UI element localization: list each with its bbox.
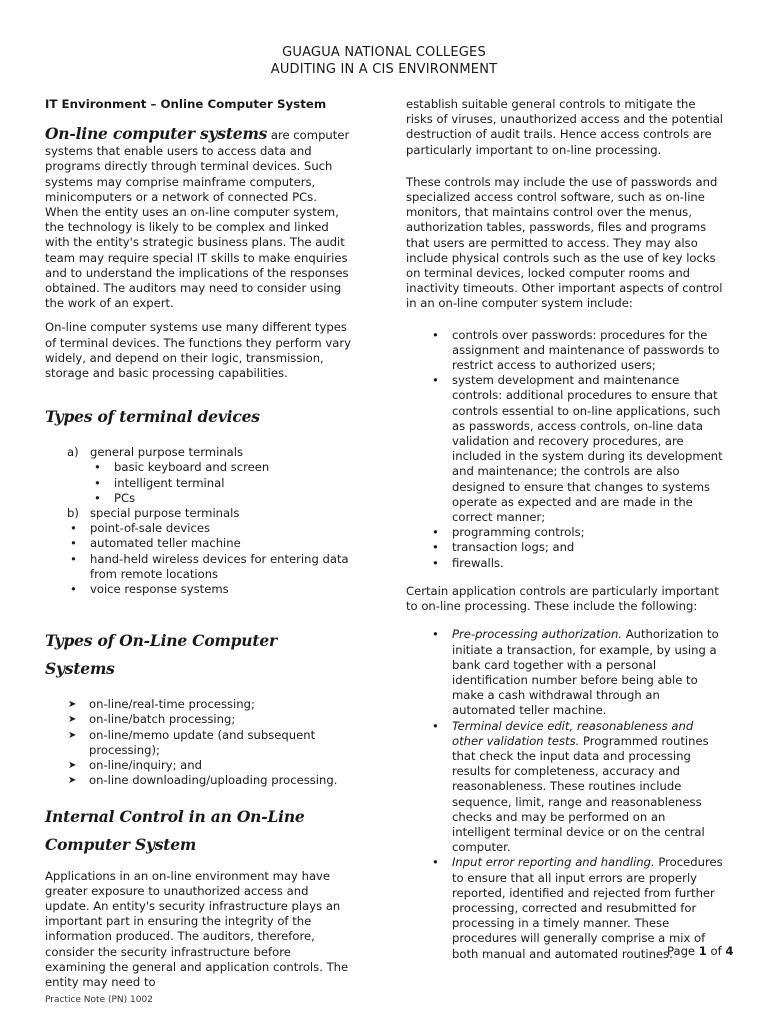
list-item: • system development and maintenance controls: additional procedures to ensure that controls essential to on-line applications, such as passwords, access controls, on-line data validation and recovery procedures, are included in the system during its development and maintenance; the controls are also designed to ensure that changes to systems operate as expected and are made in the correct manner; <box>452 373 724 525</box>
internal-control-paragraph: Applications in an on-line environment may have greater exposure to unauthorized access and update. An entity's security infrastructure plays an important part in ensuring the integrity of the information produced. The auditors, therefore, consider the security infrastructure before examining the general and application controls. The entity may need to <box>45 868 349 989</box>
list-item: ➤ on-line/memo update (and subsequent processing); <box>68 727 316 757</box>
intro-text: are computer systems that enable users to access data and programs directly through terminal devices. Such systems may comprise mainframe computers, minicomputers or a network of connected PCs. When the entity uses an on-line computer system, the technology is likely to be complex and linked with the entity's strategic business plans. The audit team may require special IT skills to make enquiries and to understand the implications of the responses obtained. The auditors may need to consider using the work of an expert. <box>45 128 350 311</box>
terminal-types-heading: Types of terminal devices <box>45 407 260 427</box>
list-item: • transaction logs; and <box>452 540 724 555</box>
online-controls-list <box>406 328 724 571</box>
control-text: Procedures to ensure that all input errors are properly reported, identified and rejected from further processing, corrected and resubmitted for processing in a timely manner. These procedures will generally comprise a mix of both manual and automated routines. <box>452 855 723 961</box>
list-item: • PCs <box>114 491 351 506</box>
system-types-list <box>45 697 351 788</box>
footer-note: Practice Note (PN) 1002 <box>45 995 153 1005</box>
control-text: Programmed routines that check the input data and processing results for completeness, accuracy and reasonableness. These routines include sequence, limit, range and reasonableness checks and may be performed on an intelligent terminal device or on the central computer. <box>452 733 709 855</box>
list-item: • intelligent terminal <box>114 476 351 491</box>
list-item: ➤ on-line downloading/uploading processing. <box>68 773 338 788</box>
arrow-icon: ➤ <box>68 775 77 787</box>
list-item: • hand-held wireless devices for entering data from remote locations <box>90 552 351 582</box>
total-pages: 4 <box>725 944 734 958</box>
group-label: general purpose terminals <box>90 445 244 460</box>
internal-control-heading: Internal Control in an On-Line Computer System <box>45 806 305 854</box>
arrow-icon: ➤ <box>68 714 77 726</box>
application-controls-paragraph: Certain application controls are particularly important to on-line processing. These include the following: <box>406 583 719 614</box>
list-item: ➤ on-line/real-time processing; <box>68 697 255 712</box>
list-item: • basic keyboard and screen <box>114 460 351 475</box>
list-item: • programming controls; <box>452 525 724 540</box>
control-text: Authorization to initiate a transaction, for example, by using a bank card together with a personal identification number before being able to make a cash withdrawal through an automated teller machine. <box>452 627 719 718</box>
group-marker: a) <box>67 445 79 460</box>
general-controls-paragraph: establish suitable general controls to mitigate the risks of viruses, unauthorized access and the potential destruction of audit trails. Hence access controls are particularly important to on-line processing. <box>406 97 724 157</box>
group-label: special purpose terminals <box>90 506 240 521</box>
control-title: Pre-processing authorization. <box>452 627 623 642</box>
arrow-icon: ➤ <box>68 699 77 711</box>
list-item: • firewalls. <box>452 556 724 571</box>
control-title: Terminal device edit, reasonableness and other validation tests. <box>452 718 694 748</box>
group-marker: b) <box>67 506 79 521</box>
terminal-groups-list-b <box>45 506 351 521</box>
list-item: ➤ on-line/inquiry; and <box>68 758 202 773</box>
right-column <box>406 97 724 975</box>
terminal-group <box>45 445 351 460</box>
system-types-heading: Types of On-Line Computer Systems <box>45 631 277 679</box>
terminal-group <box>45 506 351 521</box>
general-terminals-list <box>45 460 351 506</box>
current-page: 1 <box>698 944 707 958</box>
list-item: • automated teller machine <box>90 536 351 551</box>
list-item: • point-of-sale devices <box>90 521 351 536</box>
terminal-paragraph: On-line computer systems use many different types of terminal devices. The functions they perform vary widely, and depend on their logic, transmission, storage and basic processing capabilities. <box>45 320 351 381</box>
access-controls-paragraph: These controls may include the use of passwords and specialized access control software, such as on-line monitors, that maintains control over the menus, authorization tables, passwords, files and programs that users are permitted to access. They may also include physical controls such as the use of key locks on terminal devices, locked computer rooms and inactivity timeouts. Other important aspects of control in an on-line computer system include: <box>406 174 723 311</box>
list-item <box>452 719 724 856</box>
intro-heading: On-line computer systems <box>45 124 268 144</box>
arrow-icon: ➤ <box>68 760 77 772</box>
page-number: Page 1 of 4 <box>667 944 734 958</box>
special-terminals-list <box>45 521 351 597</box>
list-item: • voice response systems <box>90 582 351 597</box>
intro-paragraph <box>45 124 351 311</box>
control-title: Input error reporting and handling. <box>452 855 655 870</box>
course-title: AUDITING IN A CIS ENVIRONMENT <box>270 62 498 77</box>
college-name: GUAGUA NATIONAL COLLEGES <box>282 45 486 60</box>
document-header <box>0 44 768 78</box>
section-subheading: IT Environment – Online Computer System <box>45 97 327 111</box>
left-column <box>45 97 351 999</box>
arrow-icon: ➤ <box>68 729 77 741</box>
application-controls-list <box>406 627 724 961</box>
list-item: • controls over passwords: procedures for the assignment and maintenance of passwords to restrict access to authorized users; <box>452 328 724 374</box>
list-item: ➤ on-line/batch processing; <box>68 712 236 727</box>
terminal-groups-list <box>45 445 351 460</box>
list-item <box>452 627 724 718</box>
